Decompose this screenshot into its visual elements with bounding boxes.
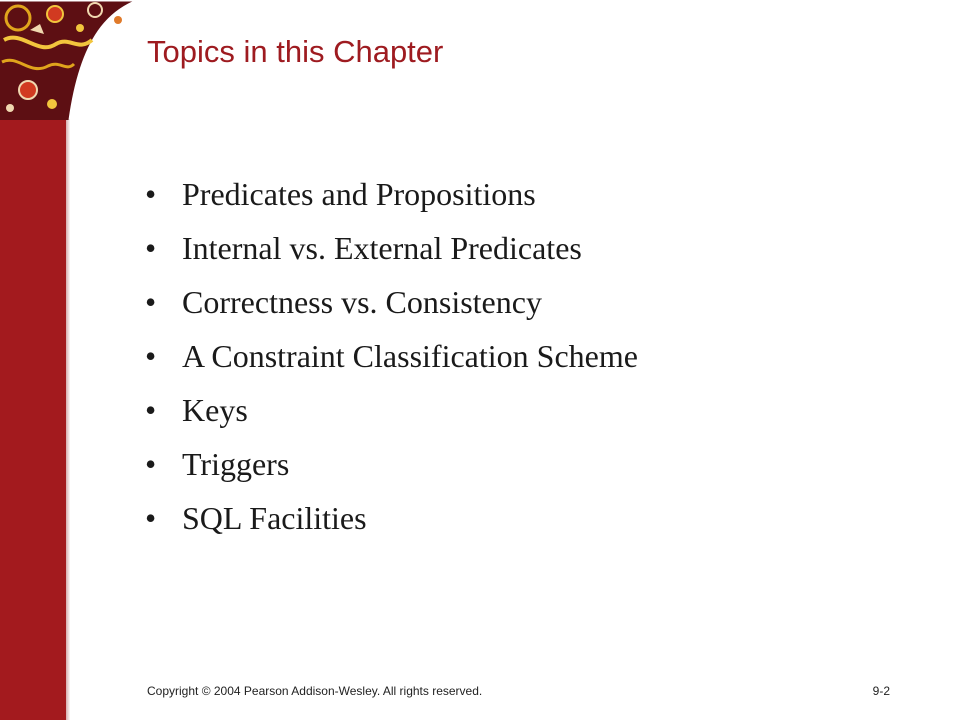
- decorative-corner-artwork: [0, 0, 140, 120]
- list-item: [145, 230, 638, 284]
- list-item: [145, 338, 638, 392]
- bullet-icon: •: [145, 500, 157, 536]
- list-item-label: A Constraint Classification Scheme: [182, 338, 638, 374]
- list-item-label: SQL Facilities: [182, 500, 367, 536]
- list-item-label: Triggers: [182, 446, 290, 482]
- copyright-footer: Copyright © 2004 Pearson Addison-Wesley. All rights reserved.: [147, 684, 483, 698]
- slide-title: Topics in this Chapter: [147, 34, 444, 69]
- list-item: [145, 284, 638, 338]
- list-item: [145, 446, 638, 500]
- bullet-icon: •: [145, 284, 157, 320]
- list-item: [145, 176, 638, 230]
- list-item-label: Correctness vs. Consistency: [182, 284, 542, 320]
- bullet-icon: •: [145, 446, 157, 482]
- list-item-label: Predicates and Propositions: [182, 176, 536, 212]
- bullet-icon: •: [145, 176, 157, 212]
- list-item: [145, 500, 638, 554]
- bullet-icon: •: [145, 392, 157, 428]
- list-item-label: Internal vs. External Predicates: [182, 230, 582, 266]
- list-item: [145, 392, 638, 446]
- list-item-label: Keys: [182, 392, 248, 428]
- page-number: 9-2: [872, 684, 890, 698]
- bullet-icon: •: [145, 338, 157, 374]
- topic-list: [145, 176, 638, 554]
- bullet-icon: •: [145, 230, 157, 266]
